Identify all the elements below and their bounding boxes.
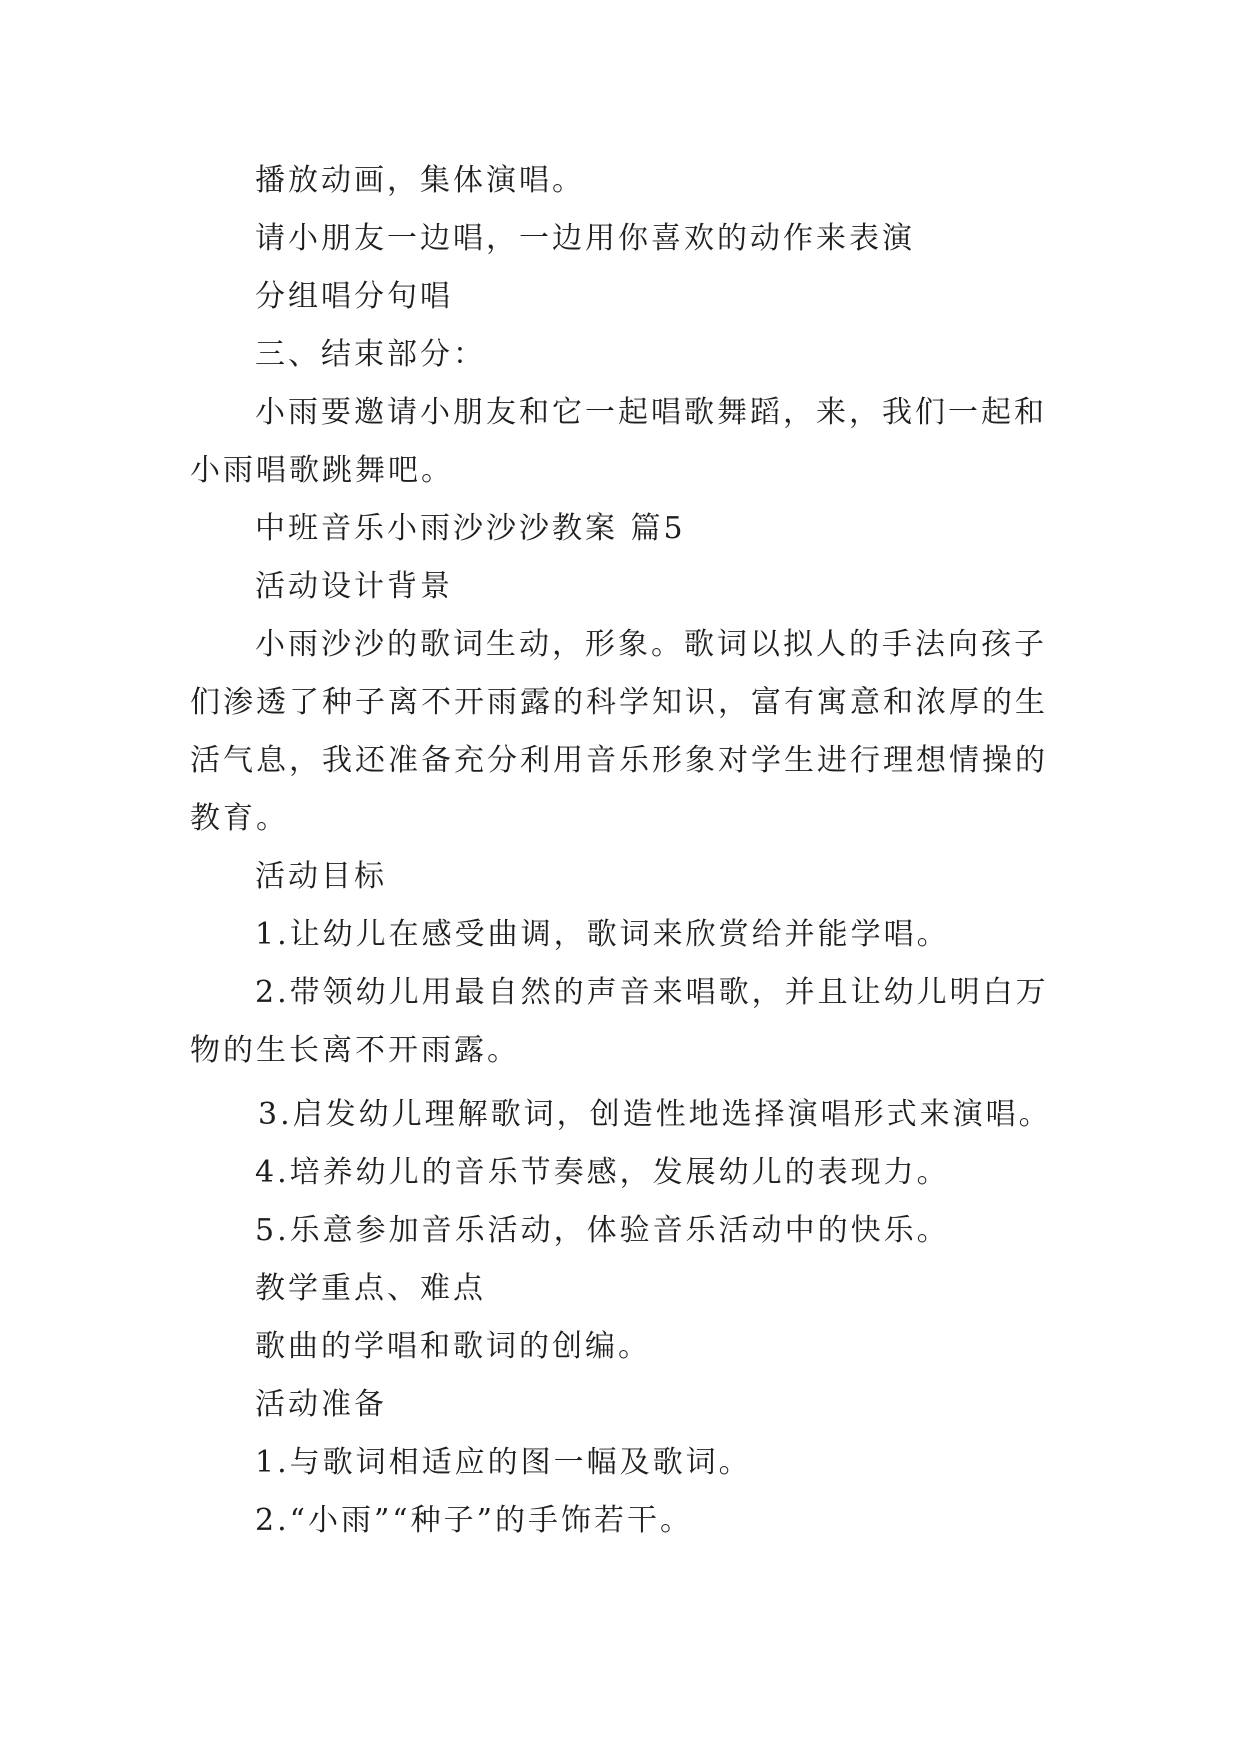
section-heading: 活动目标	[255, 859, 387, 894]
list-item: 2.带领幼儿用最自然的声音来唱歌，并且让幼儿明白万	[255, 975, 1049, 1010]
list-item: 1.与歌词相适应的图一幅及歌词。	[255, 1445, 752, 1480]
list-item: 4.培养幼儿的音乐节奏感，发展幼儿的表现力。	[255, 1155, 950, 1190]
section-heading: 活动设计背景	[255, 569, 453, 604]
list-item: 2.“小雨”“种子”的手饰若干。	[255, 1503, 693, 1538]
section-heading: 三、结束部分：	[255, 337, 486, 372]
section-heading: 活动准备	[255, 1387, 387, 1422]
list-item: 3.启发幼儿理解歌词，创造性地选择演唱形式来演唱。	[258, 1097, 1052, 1132]
paragraph-line: 们渗透了种子离不开雨露的科学知识，富有寓意和浓厚的生	[190, 685, 1048, 720]
paragraph-line: 小雨要邀请小朋友和它一起唱歌舞蹈，来，我们一起和	[255, 395, 1047, 430]
text-line: 播放动画，集体演唱。	[255, 163, 585, 198]
paragraph-line: 小雨沙沙的歌词生动，形象。歌词以拟人的手法向孩子	[255, 627, 1047, 662]
paragraph-line: 教育。	[190, 801, 289, 836]
article-title: 中班音乐小雨沙沙沙教案 篇5	[255, 511, 686, 546]
section-heading: 教学重点、难点	[255, 1271, 486, 1306]
list-item: 5.乐意参加音乐活动，体验音乐活动中的快乐。	[255, 1213, 950, 1248]
text-line: 请小朋友一边唱，一边用你喜欢的动作来表演	[255, 221, 915, 256]
text-line: 分组唱分句唱	[255, 279, 453, 314]
list-item: 1.让幼儿在感受曲调，歌词来欣赏给并能学唱。	[255, 917, 950, 952]
paragraph-line: 小雨唱歌跳舞吧。	[190, 453, 454, 488]
text-line: 歌曲的学唱和歌词的创编。	[255, 1329, 651, 1364]
paragraph-line: 活气息，我还准备充分利用音乐形象对学生进行理想情操的	[190, 743, 1048, 778]
list-item-continuation: 物的生长离不开雨露。	[190, 1033, 520, 1068]
